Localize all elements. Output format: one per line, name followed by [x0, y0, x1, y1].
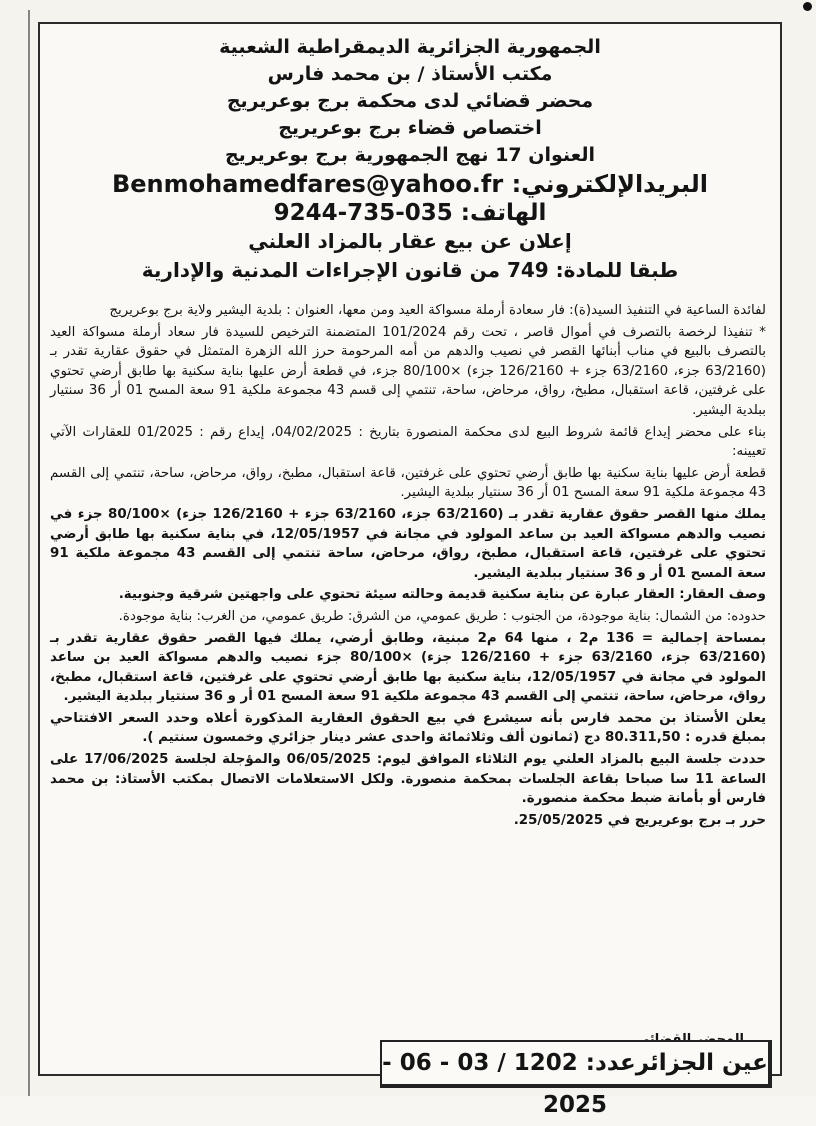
authorization-paragraph: * تنفيذا لرخصة بالتصرف في أموال قاصر ، تحت رقم 101/2024 المتضمنة الترخيص للسيدة فار سعاد أرملة مسواكة العيد بالتصرف بالبيع في مناب أبنائها القصر في نصيب والدهم من أمه المرحومة حرز الله الزهرة المتمثل في حقوق عقارية تقدر بـ (63/2160 جزء، 63/2160 جزء + 126/2160 جزء) ×80/100 جزء، في قطعة أرض عليها بناية سكنية بها طابق أرضي تحتوي على غرفتين، قاعة استقبال، مطبخ، رواق، مرحاض، ساحة، تنتمي إلى قسم 43 مجموعة ملكية 91 سعة المسح 01 أر 36 سنتيار ببلدية اليشير. [50, 324, 766, 418]
ownership-paragraph: يملك منها القصر حقوق عقارية تقدر بـ (63/2160 جزء، 63/2160 جزء + 126/2160 جزء) ×80/100 جزء في نصيب والدهم مسواكة العيد بن ساعد المولود في مجانة في 12/05/1957، في بناية سكنية بها طابق أرضي تحتوي على غرفتين، قاعة استقبال، مطبخ، رواق، مرحاض، ساحة تنتمي إلى القسم 43 مجموعة ملكية 91 سعة المسح 01 أر و 36 سنتيار ببلدية اليشير. [50, 506, 766, 581]
office-name: مكتب الأستاذ / بن محمد فارس [267, 63, 553, 85]
ink-dot [803, 2, 812, 11]
beneficiary-paragraph: لفائدة الساعية في التنفيذ السيد(ة): فار سعادة أرملة مسواكة العيد ومن معها، العنوان : بلدية اليشير ولاية برج بوعريريج [109, 303, 766, 318]
jurisdiction: اختصاص قضاء برج بوعريريج [278, 117, 542, 139]
phone-line [40, 199, 780, 227]
column-rule [28, 10, 30, 1096]
phone-number: 9244-735-035 [273, 200, 453, 226]
legal-article: طبقا للمادة: 749 من قانون الإجراءات المدنية والإدارية [141, 258, 679, 282]
filing-paragraph: بناء على محضر إيداع قائمة شروط البيع لدى محكمة المنصورة بتاريخ : 04/02/2025، إيداع رقم : 01/2025 للعقارات الآتي تعيينه: [50, 424, 767, 460]
publication-footer: عين الجزائرعدد: 1202 / 03 - 06 - 2025 [380, 1040, 772, 1088]
notice-title: إعلان عن بيع عقار بالمزاد العلني [248, 229, 572, 253]
bailiff-title: محضر قضائي لدى محكمة برج بوعريريج [226, 90, 594, 112]
notice-body [50, 301, 766, 830]
republic-title: الجمهورية الجزائرية الديمقراطية الشعبية [219, 36, 601, 58]
address: العنوان 17 نهج الجمهورية برج بوعريريج [224, 144, 596, 166]
signed-date: حرر بـ برج بوعريريج في 25/05/2025. [513, 812, 766, 828]
area-paragraph: بمساحة إجمالية = 136 م2 ، منها 64 م2 مبنية، وطابق أرضي، يملك فيها القصر حقوق عقارية تقدر بـ (63/2160 جزء، 63/2160 جزء + 126/2160 جزء) ×80/100 جزء نصيب والدهم مسواكة العيد بن ساعد المولود في مجانة في 12/05/1957، بناية سكنية بها طابق أرضي تحتوي على غرفتين، قاعة استقبال، مطبخ، رواق، مرحاض، ساحة، تنتمي إلى القسم 43 مجموعة ملكية 91 سعة المسح 01 أر و 36 سنتيار ببلدية اليشير. [50, 630, 767, 705]
property-paragraph: قطعة أرض عليها بناية سكنية بها طابق أرضي تحتوي على غرفتين، قاعة استقبال، مطبخ، رواق، مرحاض، ساحة، تنتمي إلى القسم 43 مجموعة ملكية 91 سعة المسح 01 أر 36 سنتيار ببلدية اليشير. [50, 465, 766, 501]
session-paragraph: حددت جلسة البيع بالمزاد العلني يوم الثلاثاء الموافق ليوم: 06/05/2025 والمؤجلة لجلسة 17/06/2025 على الساعة 11 سا صباحا بقاعة الجلسات بمحكمة منصورة. ولكل الاستعلامات الاتصال بمكتب الأستاذ: بن محمد فارس أو بأمانة ضبط محكمة منصورة. [50, 752, 766, 807]
legal-notice [38, 22, 782, 1076]
notice-header [40, 34, 780, 285]
email-line [40, 169, 780, 199]
description-paragraph: وصف العقار: العقار عبارة عن بناية سكنية قديمة وحالته سيئة تحتوي على واجهتين شرقية وجنوبية. [118, 587, 766, 603]
email-label: البريدالإلكتروني: [511, 170, 709, 198]
email-address: Benmohamedfares@yahoo.fr [111, 170, 504, 198]
phone-label: الهاتف: [460, 200, 547, 226]
boundaries-paragraph: حدوده: من الشمال: بناية موجودة، من الجنوب : طريق عمومي، من الشرق: طريق عمومي، من الغرب: بناية موجودة. [118, 608, 766, 624]
price-paragraph: يعلن الأستاذ بن محمد فارس بأنه سيشرع في بيع الحقوق العقارية المذكورة أعلاه وحدد السعر الافتتاحي بمبلغ قدره : 80.311,50 دج (ثمانون ألف وثلاثمائة واحدى عشر دينار جزائري وخمسون سنتيم ). [50, 710, 766, 746]
